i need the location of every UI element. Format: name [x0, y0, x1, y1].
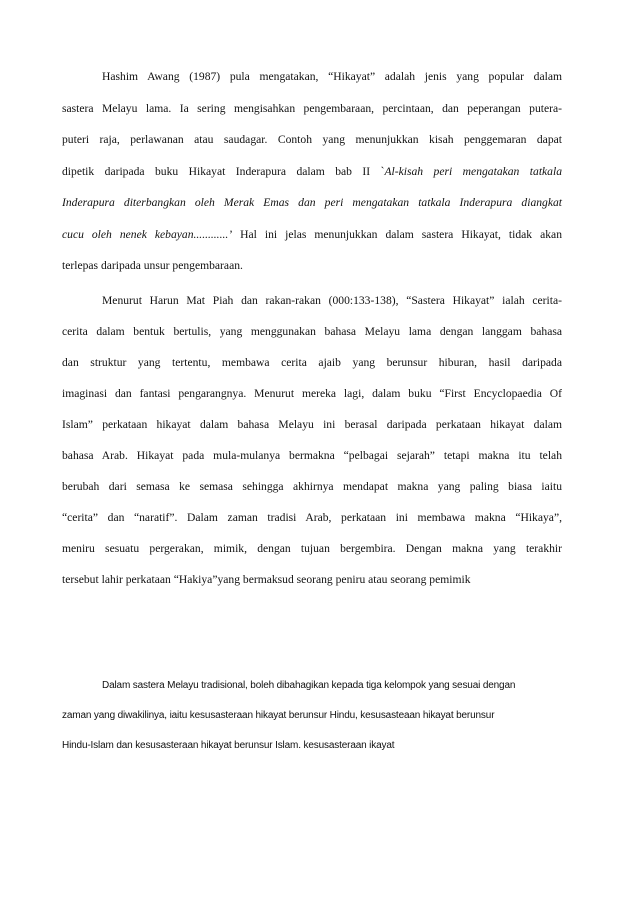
text-line: dan struktur yang tertentu, membawa cerita ajaib yang berunsur hiburan, hasil daripada: [62, 356, 562, 369]
text-line: cerita dalam bentuk bertulis, yang menggunakan bahasa Melayu lama dengan langgam bahasa: [62, 325, 562, 338]
text-line: [62, 228, 562, 248]
text-span: Hal ini jelas menunjukkan dalam sastera Hikayat, tidak akan: [232, 228, 562, 241]
text-line: Hindu-Islam dan kesusasteraan hikayat berunsur Islam. kesusasteraan ikayat: [62, 740, 395, 751]
text-line: zaman yang diwakilinya, iaitu kesusasteraan hikayat berunsur Hindu, kesusasteaan hikayat berunsur: [62, 710, 495, 721]
text-line: terlepas daripada unsur pengembaraan.: [62, 259, 243, 272]
text-line: Islam” perkataan hikayat dalam bahasa Melayu ini berasal daripada perkataan hikayat dalam: [62, 418, 562, 431]
text-line: bahasa Arab. Hikayat pada mula-mulanya bermakna “pelbagai sejarah” tetapi makna itu telah: [62, 449, 562, 462]
text-line: Menurut Harun Mat Piah dan rakan-rakan (000:133-138), “Sastera Hikayat” ialah cerita-: [102, 294, 562, 307]
text-span: dipetik daripada buku Hikayat Inderapura dalam bab II `: [62, 165, 385, 178]
text-line: puteri raja, perlawanan atau saudagar. Contoh yang menunjukkan kisah penggemaran dapat: [62, 133, 562, 146]
text-line: tersebut lahir perkataan “Hakiya”yang bermaksud seorang peniru atau seorang pemimik: [62, 573, 471, 586]
text-line: [62, 165, 562, 185]
text-line: Dalam sastera Melayu tradisional, boleh dibahagikan kepada tiga kelompok yang sesuai dengan: [102, 680, 516, 691]
text-line: Hashim Awang (1987) pula mengatakan, “Hikayat” adalah jenis yang popular dalam: [102, 70, 562, 83]
text-line: imaginasi dan fantasi pengarangnya. Menurut mereka lagi, dalam buku “First Encyclopaedia Of: [62, 387, 562, 400]
text-line: berubah dari semasa ke semasa sehingga akhirnya mendapat makna yang paling biasa iaitu: [62, 480, 562, 493]
italic-quote-end: cucu oleh nenek kebayan............’: [62, 228, 233, 241]
text-line: “cerita” dan “naratif”. Dalam zaman tradisi Arab, perkataan ini membawa makna “Hikaya”,: [62, 511, 562, 524]
text-line: sastera Melayu lama. Ia sering mengisahkan pengembaraan, percintaan, dan peperangan putera-: [62, 102, 562, 115]
italic-quote: Al-kisah peri mengatakan tatkala: [384, 165, 563, 178]
text-line-italic: Inderapura diterbangkan oleh Merak Emas dan peri mengatakan tatkala Inderapura diangkat: [62, 196, 562, 209]
text-line: meniru sesuatu pergerakan, mimik, dengan tujuan bergembira. Dengan makna yang terakhir: [62, 542, 562, 555]
